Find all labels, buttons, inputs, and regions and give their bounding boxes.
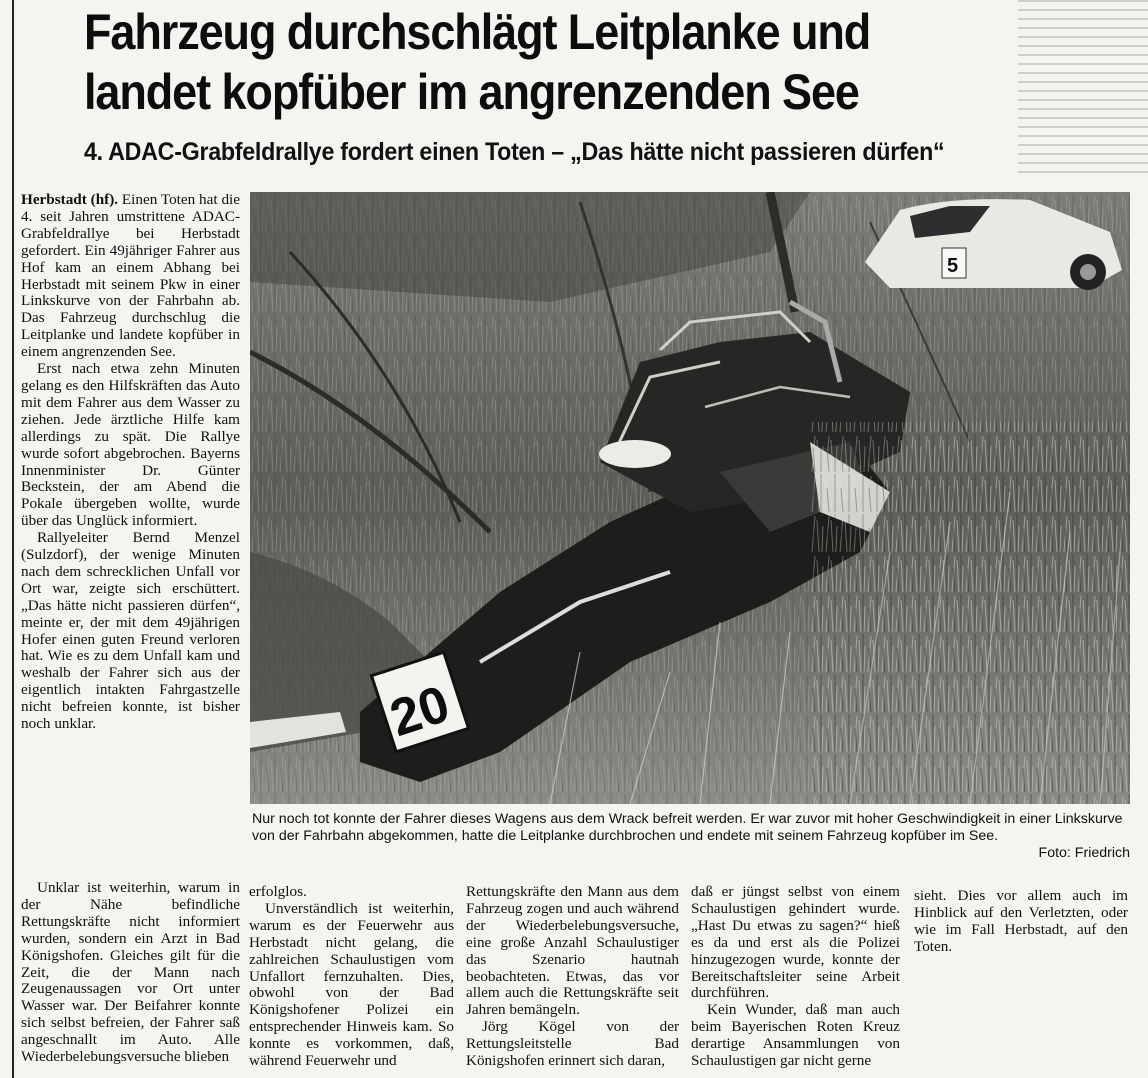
article-column-2 [21,880,240,1066]
crashed-car-number: 20 [383,674,457,749]
article-paragraph-continued: Rettungskräfte den Mann aus dem Fahrzeug zogen und auch während der Wiederbelebungsversuche, eine große Anzahl Schaulustiger das Szenario hautnah beobachteten. Etwas, das vor allem auch die Rettungskräfte seit Jahren bemängeln. [466,883,679,1019]
article-column-4 [466,884,679,1070]
article-column-3 [249,884,454,1070]
article-paragraph-continued: sieht. Dies vor allem auch im Hinblick auf den Verletzten, oder wie im Fall Herbstadt, auf den Toten. [914,887,1128,955]
wrecked-rally-car-illustration [250,192,1130,804]
article-column-6 [914,888,1128,956]
background-car-number: 5 [947,255,959,277]
lead-paragraph [21,192,240,361]
article-paragraph: Kein Wunder, daß man auch beim Bayerischen Roten Kreuz derartige Ansammlungen von Schaulustigen gar nicht gerne [691,1001,900,1070]
article-paragraph: Erst nach etwa zehn Minuten gelang es den Hilfskräften das Auto mit dem Fahrer aus dem Wasser zu ziehen. Jede ärztliche Hilfe kam allerdings zu spät. Die Rallye wurde sofort abgebrochen. Bayerns Innenminister Dr. Günter Beckstein, der am Abend die Pokale übergeben wollte, wurde über das Unglück informiert. [21,360,240,530]
article-paragraph: Jörg Kögel von der Rettungsleitstelle Bad Königshofen erinnert sich daran, [466,1018,679,1070]
lead-text: Einen Toten hat die 4. seit Jahren umstrittene ADAC-Grabfeldrallye bei Herbstadt gefordert. Ein 49jähriger Fahrer aus Hof kam an einem Abhang bei Herbstadt mit seinem Pkw in einer Linkskurve von der Fahrbahn ab. Das Fahrzeug durchschlug die Leitplanke und landete kopfüber in einem angrenzenden See. [21,191,240,361]
article-column-1 [21,192,240,733]
dateline: Herbstadt (hf). [21,191,119,208]
photo-caption: Nur noch tot konnte der Fahrer dieses Wagens aus dem Wrack befreit werden. Er war zuvor mit hoher Geschwindigkeit in einer Linkskurve von der Fahrbahn abgekommen, hatte die Leitplanke durchbrochen und endete mit seinem Fahrzeug kopfüber im See. [252,811,1123,844]
headline: Fahrzeug durchschlägt Leitplanke und landet kopfüber im angrenzenden See [84,4,871,120]
article-paragraph-continued: erfolglos. [249,883,307,900]
article-paragraph: Unklar ist weiterhin, warum in der Nähe befindliche Rettungskräfte nicht informiert wurden, sondern ein Arzt in Bad Königshofen. Gleiches gilt für die Zeit, die der Mann nach Zeugenaussagen vor Ort unter Wasser war. Der Beifahrer konnte sich selbst befreien, der Fahrer saß angeschnallt im Auto. Alle Wiederbelebungsversuche blieben [21,879,240,1066]
subheadline: 4. ADAC-Grabfeldrallye fordert einen Toten – „Das hätte nicht passieren dürfen“ [84,138,945,166]
article-paragraph-continued: daß er jüngst selbst von einem Schaulustigen gehindert wurde. „Hast Du etwas zu sagen?“ hieß es da und erst als die Polizei hinzugezogen wurde, konnte der Bereitschaftsleiter seine Arbeit durchführen. [691,883,900,1002]
adjacent-article-fragment [1018,0,1148,180]
photo-credit: Foto: Friedrich [1038,845,1130,861]
article-paragraph: Rallyeleiter Bernd Menzel (Sulzdorf), der wenige Minuten nach dem schrecklichen Unfall vor Ort war, zeigte sich erschüttert. „Das hätte nicht passieren dürfen“, meinte er, der mit dem 49jährigen Hofer einen guten Freund verloren hat. Wie es zu dem Unfall kam und weshalb der Fahrer sich aus der eigentlich intakten Fahrgastzelle nicht befreien konnte, ist bisher noch unklar. [21,529,240,733]
crash-photo [250,192,1130,804]
page-edge-rule [12,0,14,1078]
article-paragraph: Unverständlich ist weiterhin, warum es der Feuerwehr aus Herbstadt nicht gelang, die zahlreichen Schaulustigen vom Unfallort fernzuhalten. Dies, obwohl von der Bad Königshofener Polizei ein entsprechender Hinweis kam. So konnte es vorkommen, daß, während Feuerwehr und [249,899,454,1070]
article-column-5 [691,884,900,1070]
